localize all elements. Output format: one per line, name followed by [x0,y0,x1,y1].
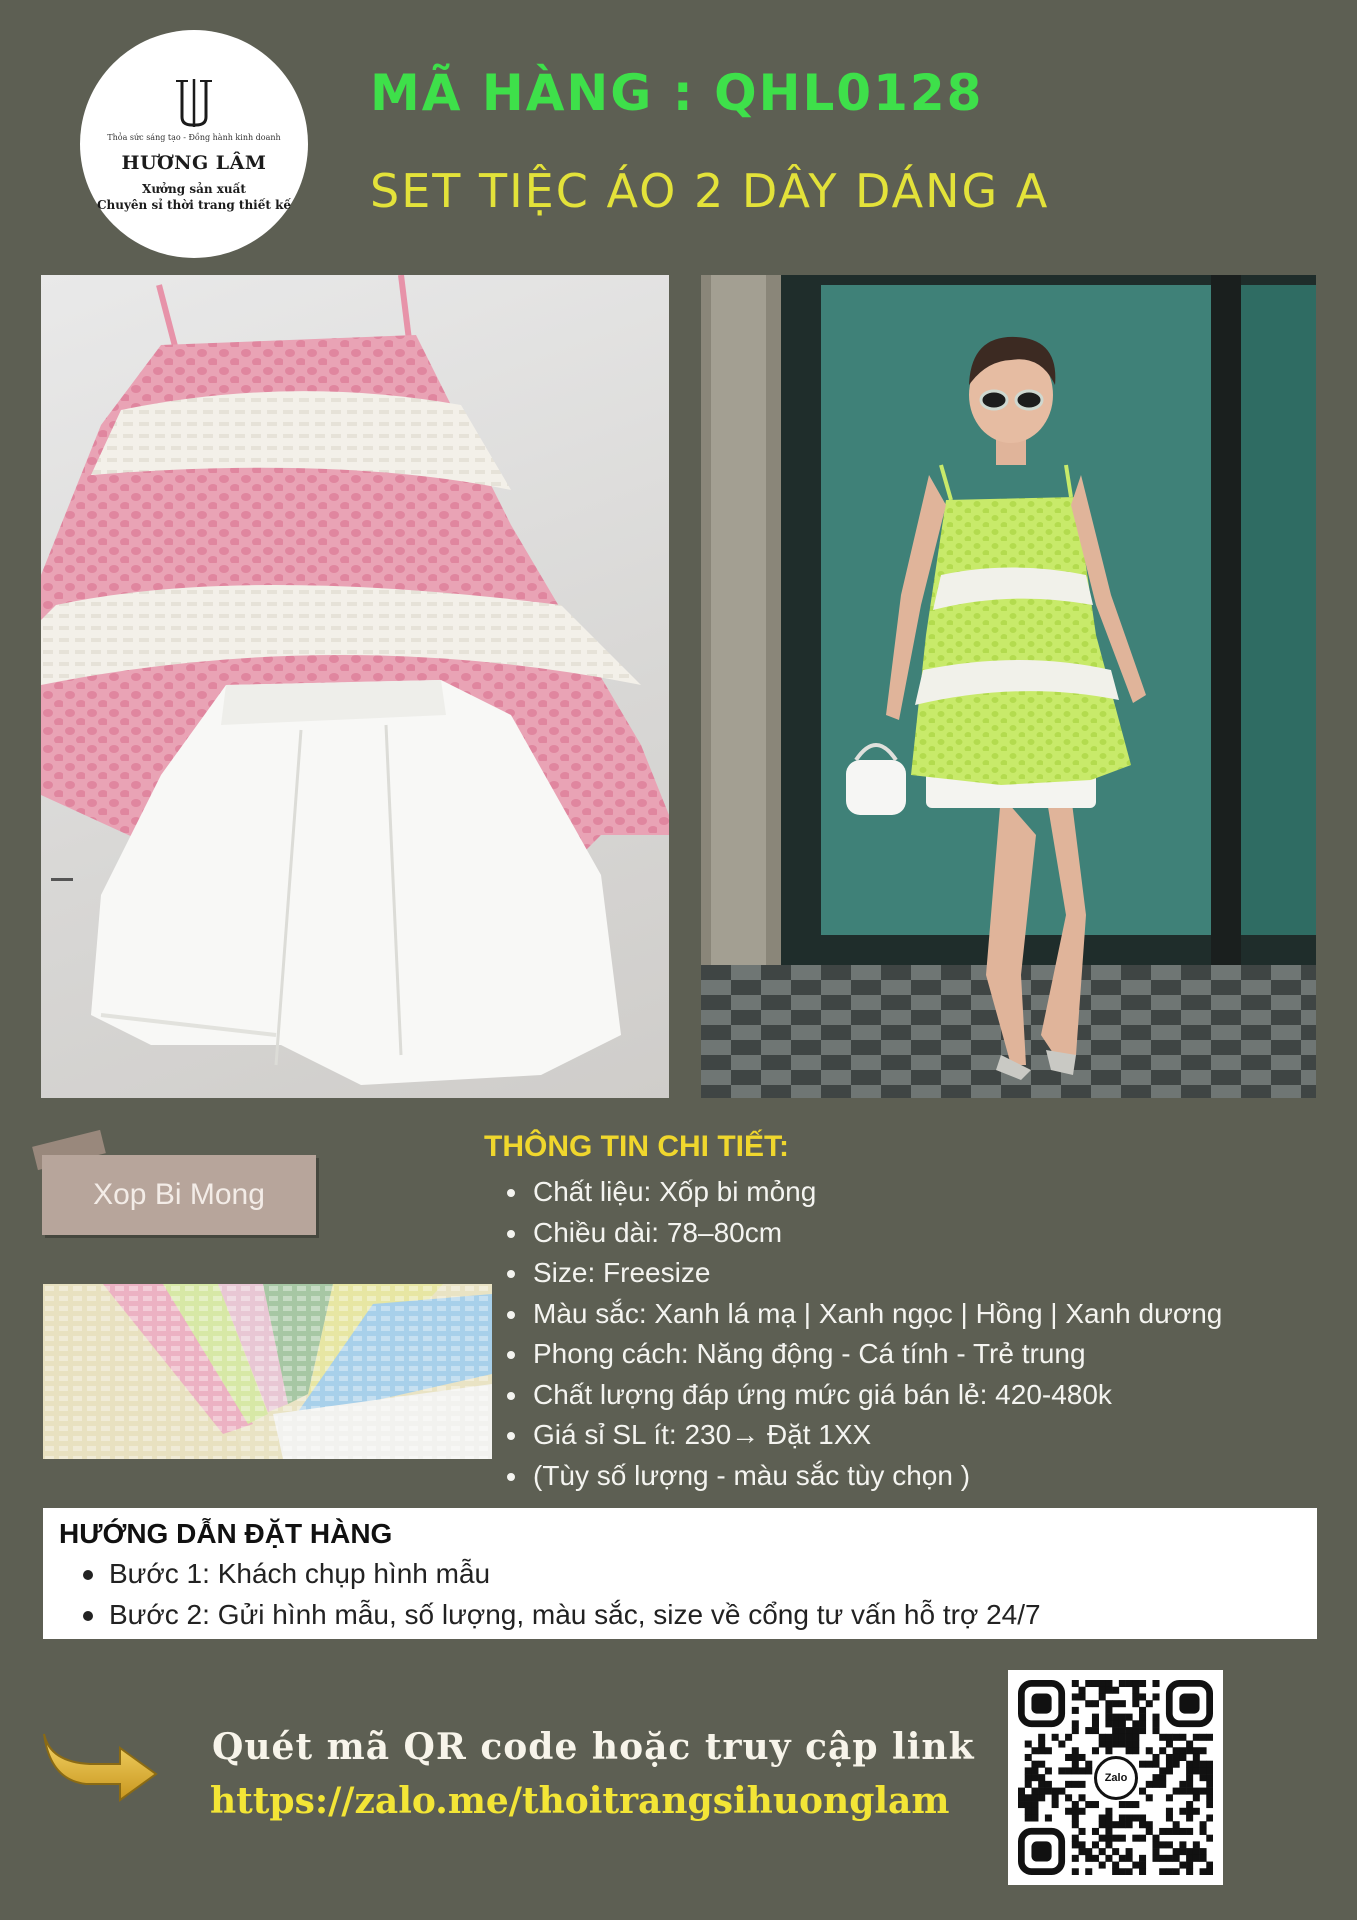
details-heading: THÔNG TIN CHI TIẾT: [484,1130,789,1163]
order-steps-list [59,1554,1301,1636]
brand-subtitle: Xưởng sản xuất [142,181,246,196]
zalo-icon: Zalo [1094,1756,1138,1800]
material-tag: Xop Bi Mong [42,1155,316,1235]
detail-item: Chất lượng đáp ứng mức giá bán lẻ: 420-480k [505,1375,1355,1416]
order-step: Bước 1: Khách chụp hình mẫu [83,1554,1301,1595]
cta-text: Quét mã QR code hoặc truy cập link [212,1726,975,1768]
detail-item: Màu sắc: Xanh lá mạ | Xanh ngọc | Hồng | Xanh dương [505,1294,1355,1335]
detail-item: (Tùy số lượng - màu sắc tùy chọn ) [505,1456,1355,1497]
brand-subtitle-2: Chuyên sỉ thời trang thiết kế [96,197,292,212]
product-title: SET TIỆC ÁO 2 DÂY DÁNG A [370,164,1050,218]
detail-item: Giá sỉ SL ít: 230→ Đặt 1XX [505,1415,1355,1456]
arrow-right-icon [40,1724,160,1804]
order-guide-heading: HƯỚNG DẪN ĐẶT HÀNG [59,1518,393,1549]
order-guide [43,1508,1317,1639]
qr-code[interactable] [1008,1670,1223,1885]
detail-item: Chiều dài: 78–80cm [505,1213,1355,1254]
detail-item: Size: Freesize [505,1253,1355,1294]
brand-monogram-icon [164,77,224,129]
detail-item: Phong cách: Năng động - Cá tính - Trẻ trung [505,1334,1355,1375]
detail-item: Chất liệu: Xốp bi mỏng [505,1172,1355,1213]
brand-tagline: Thỏa sức sáng tạo - Đồng hành kinh doanh [107,132,281,142]
fabric-swatches-photo [43,1284,492,1459]
order-step: Bước 2: Gửi hình mẫu, số lượng, màu sắc, size về cổng tư vấn hỗ trợ 24/7 [83,1595,1301,1636]
brand-name: HƯƠNG LÂM [121,151,267,174]
brand-logo [80,30,308,258]
swatches-illustration [43,1284,492,1459]
model-illustration [701,275,1316,1098]
product-photo-model [701,275,1316,1098]
product-photo-flatlay [41,275,669,1098]
zalo-link[interactable]: https://zalo.me/thoitrangsihuonglam [210,1780,950,1822]
flatlay-illustration [41,275,669,1098]
product-code: MÃ HÀNG : QHL0128 [370,64,984,122]
details-list [505,1172,1355,1496]
